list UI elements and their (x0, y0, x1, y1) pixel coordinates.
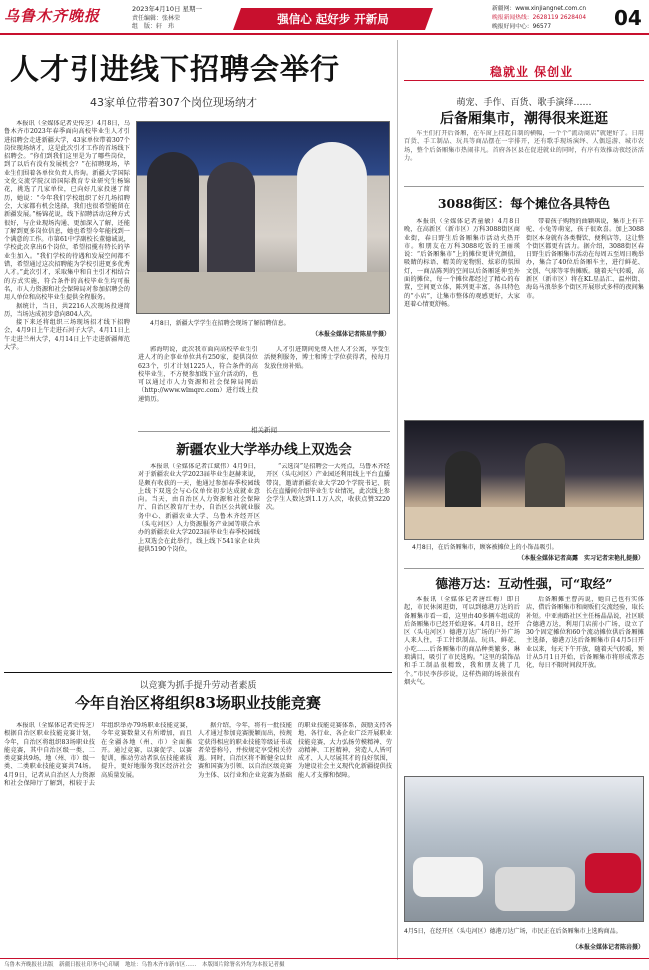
sec2-body-b (526, 596, 644, 774)
skills-paragraph: 本报讯（全媒体记者史传芝）根据自治区职业技能竞赛计划，今年，自治区将组织83场职业技能竞赛，其中自治区级一类、二类竞赛共9场，地（州、市）级一类、二类职业技能竞赛共74场。4月9日，记者从自治区人力资源和社会保障厅了解到，相较于去年组织举办79场职业技能竞赛，今年竞赛数量又有所增加，而且在全疆各地（州、市）全面推开。通过竞赛，以赛促学、以赛促训，推动劳动者队伍技能素质提升，更好地服务我区经济社会高质量发展。 (4, 722, 192, 788)
right-intro-paragraph: 车主们打开后备厢，在车窗上挂起自制的横幅，一个个“流动商店”就建好了。日用百货、手工制品、玩具等商品摆在一字排开，还有歌手现场演绎、人偶巡游、城市农场，整个后备厢集市热闹非凡。首府各区县在促进就业的同时，有序有效推动夜经济活力。 (404, 130, 644, 162)
related-news-kicker: 相关新闻 (251, 426, 277, 434)
agri-paragraph: “云选岗”是招聘会一大亮点，乌鲁木齐经开区（头屯河区）产业园还利用线上平台直播带岗，邀请新疆农业大学20个学院书记、院长在直播间介绍毕业生专业情况，此次线上参会学生人数达到1.1万人次，收获点赞3220次。 (266, 463, 390, 512)
newspaper-logo: 乌鲁木齐晚报 (4, 7, 101, 25)
column-divider (397, 40, 398, 960)
lead-paragraph: 郭海明说，此次我市面向高校毕业生引进人才的企事业单位共有250家，提供岗位623个，引才计划1225人，符合条件的高校毕业生，不方便参加线下宣介活动的，也可以通过市人力资源和社会保障局网站（http://www.wlmqrc.com）进行线上投递简历。 (138, 346, 258, 403)
lead-paragraph: 接下来还将组织三场现场招才线下招聘会，4月9日上午走进石河子大学，4月11日上午走进兰州大学，4月14日上午走进新疆师范大学。 (4, 319, 130, 352)
photo-stall (405, 507, 644, 540)
slogan-text: 强信心 起好步 开新局 (277, 12, 389, 26)
sec2-body-a (404, 596, 520, 774)
lead-photo-credit: （本报全媒体记者陈星宇摄） (311, 331, 390, 338)
market-photo-1 (404, 420, 644, 540)
photo-car (585, 853, 641, 893)
lead-subheadline: 43家单位带着307个岗位现场纳才 (90, 96, 257, 109)
photo1-caption: 4月8日，在后备厢集市，顾客被摊位上的小饰品吸引。 (412, 544, 558, 551)
section-banner: 稳就业 保创业 (490, 65, 574, 79)
photo-car (413, 857, 483, 897)
skills-body-a (4, 722, 192, 958)
skills-top-rule (4, 672, 392, 673)
skills-paragraph: 据介绍，今年，将有一批技能人才通过参加竞赛脱颖而出，按规定获得相应的职业技能等级证书或者荣誉称号，并按规定享受相关待遇。同时，自治区将不断健全以世赛和国赛为引领、以自治区级竞赛为主体、以行业和企业竞赛为基础的职业技能竞赛体系，鼓励支持各地、各行业、各企业广泛开展职业技能竞赛，大力弘扬劳模精神、劳动精神、工匠精神，营造人人皆可成才、人人尽展其才的良好氛围，为建设社会主义现代化新疆提供技能人才支撑和保障。 (198, 722, 392, 779)
lead-body-right-b (264, 346, 390, 431)
lead-paragraph: 据统计，当日，共2216人次现场投递简历，当场达成初步意向804人次。 (4, 302, 130, 318)
skills-body-b (198, 722, 392, 958)
masthead (0, 0, 649, 34)
sec1-paragraph: 本报讯（全媒体记者童敏）4月8日晚，在高新区（新市区）万科3088街区商业街，春日野生后备厢集市活动火热开市。和朋友在万科3088吃饭的王丽瑛说：“后备厢集市”上的摊位更讲究颜值，吸睛的标语、精美的宠物照、炫彩的氛围灯，一商品陈列的空间以后备厢延伸至外面的摊位，每一个摊位都经过了精心的布置，空间更立体，陈列更丰富，各具特色的“小店”，让集市整体的观感更好，大家逛着心情更舒畅。 (404, 218, 520, 308)
sec2-paragraph: 本报讯（全媒体记者唐红梅）即日起，市民休闲逛街，可以到德港万达的后备厢集市看一看，这里由40多辆车组成的后备厢集市已经开始迎客。4月8日，经开区（头屯河区）德港万达广场的户外广场人来人往，手工针织制品、玩具、鲜花、小吃……后备厢集市的商品种类繁多，琳琅满目，吸引了市民选购。“这里的装饰品和手工制品很精致，我和朋友挑了几个。”市民李莎莎说，这样热闹的场景很有烟火气。 (404, 596, 520, 686)
sec1-headline: 3088街区：每个摊位各具特色 (437, 196, 611, 211)
agri-headline: 新疆农业大学举办线上双选会 (176, 442, 352, 458)
ad-hotline: 晚报好同中心：96577 (492, 24, 552, 30)
banner-underline (404, 80, 644, 81)
issue-date: 2023年4月10日 星期一 (132, 5, 203, 13)
news-hotline: 晚报新闻热线：2628119 2628404 (492, 15, 587, 21)
lead-body-right-a (138, 346, 258, 431)
editor-credit: 责任编辑：张林荣 (132, 15, 181, 22)
sec2-rule (404, 568, 644, 569)
agri-paragraph: 本报讯（全媒体记者江斌伟）4月9日，对于新疆农业大学2023届毕业生赵赫来说，是颇有收获的一天，他通过参加春季校园线上线下双选会与心仪单位初步达成就业意向。当天，由自治区人力资源和社会保障厅、自治区教育厅主办，自治区公共就业服务中心、新疆农业大学、乌鲁木齐经开区（头屯河区）人力资源服务产业园等联合承办的新疆农业大学2023届毕业生春季校园线上双选会在此举行，线上线下541家企业共提供5190个岗位。 (138, 463, 260, 553)
sec1-rule (404, 186, 644, 187)
lead-photo (136, 121, 390, 314)
lead-body-left (4, 120, 130, 682)
page-number: 04 (614, 6, 642, 30)
photo-table (137, 272, 390, 314)
agri-body-a (138, 463, 260, 653)
sec2-paragraph: 后备厢摊主曹芮说，她自己也有实体店，借后备厢集市和商贩们交流经验，取长补短。中亚南路社区主任杨晶晶说，社区联合德港万达，利用门店前小广场，设立了30个固定摊位和60个流动摊位供后备厢摊主选择，德港万达后备厢集市自4月5日开业以来，每天下午开放，随着天气转暖，预计从5月1日开始，后备厢集市将形成常态化，每日不限时间段开放。 (526, 596, 644, 670)
masthead-rule (0, 33, 649, 35)
photo-car (495, 867, 575, 911)
skills-headline: 今年自治区将组织83场职业技能竞赛 (75, 694, 321, 712)
right-kicker: 萌宠、手作、百货、歌手演绎…… (456, 98, 592, 108)
sec1-body-b (526, 218, 644, 418)
designer-credit: 组 版：轩 玮 (132, 23, 175, 30)
sec1-body-a (404, 218, 520, 418)
photo2-caption: 4月5日，在经开区（头屯河区）德港万达广场，市民正在后备厢集市上选购商品。 (404, 928, 622, 935)
lead-paragraph: 本报讯（全媒体记者史传芝）4月8日，乌鲁木齐市2023年春季面向高校毕业生人才引进招聘会走进新疆大学，43家单位带着307个岗位现场纳才，这是此次引才工作的首场线下招聘会。“你们到我们这里是为了哪些岗位，到了以后有没有发展机会？”在招聘现场，毕业生们围着各单位负责人咨询。新疆大学国际文化交流学院汉语国际教育专业研究生杨锦花，挑选了几家单位，已向好几家投递了简历，她说：“今年我们学校组织了好几场招聘会，大家都有机会选择，我们也很希望能留在新疆发展。”杨锦花说，线下招聘活动这种方式很好，与企业现场沟通、更加深入了解，还能了解到更多岗位信息，她也希望今年能找到一个满意的工作。市第61中学副校长董德诚说，学校此次拿出6个岗位，希望招揽有特长的毕业生加入。“我们学校的待遇和发展空间都不错，希望通过这次招聘能为学校引进更多优秀人才。”此次引才，采取集中和自主引才相结合的方式实施，符合条件的高校毕业生均可报名，市人力资源和社会保障局对参加招聘会的用人单位和高校毕业生提供全程服务。 (4, 120, 130, 302)
photo2-credit: （本报全媒体记者陈岩摄） (571, 944, 644, 951)
market-photo-2 (404, 776, 644, 922)
lead-photo-caption: 4月8日，新疆大学学生在招聘会现场了解招聘信息。 (150, 320, 290, 327)
skills-kicker: 以竞赛为抓手提升劳动者素质 (139, 681, 257, 691)
lead-paragraph: 人才引进期间免费入住人才公寓，享受生活便利服务，博士和博士学位获得者，按每月发放住房补贴。 (264, 346, 390, 370)
sec2-headline: 德港万达：互动性强，可“取经” (435, 576, 613, 591)
agri-body-b (266, 463, 390, 653)
photo1-credit: （本报全媒体记者高露 实习记者宋艳扎提摄） (517, 555, 644, 562)
sec1-paragraph: 带着孩子购物的曲颖琪说，集市上有羊驼、小兔等萌宠，孩子很欢喜。加上3088街区本身就有各类餐饮、便利店等，这让整个街区都更有活力。据介绍，3088街区春日野生后备厢集市活动在每周五至周日晚举办，集合了40位后备厢车主，进行鲜花、文创、气球等零售摊贩。随着天气转暖，高新区（新市区）将在KL星品汇、温州街、海岛马浪举多个街区开展形式多样的夜间集市。 (526, 218, 644, 300)
right-intro (404, 130, 644, 178)
site-address: 新疆网：www.xinjiangnet.com.cn (492, 6, 587, 12)
right-headline: 后备厢集市，潮得很来逛逛 (440, 111, 608, 127)
footer-text: 乌鲁木齐晚报社出版 新疆日报社印务中心印刷 地址：乌鲁木齐市新市区…… 本版图片除署名外均为本报记者摄 (4, 962, 285, 968)
lead-headline: 人才引进线下招聘会举行 (10, 52, 341, 86)
footer-rule (0, 958, 649, 959)
